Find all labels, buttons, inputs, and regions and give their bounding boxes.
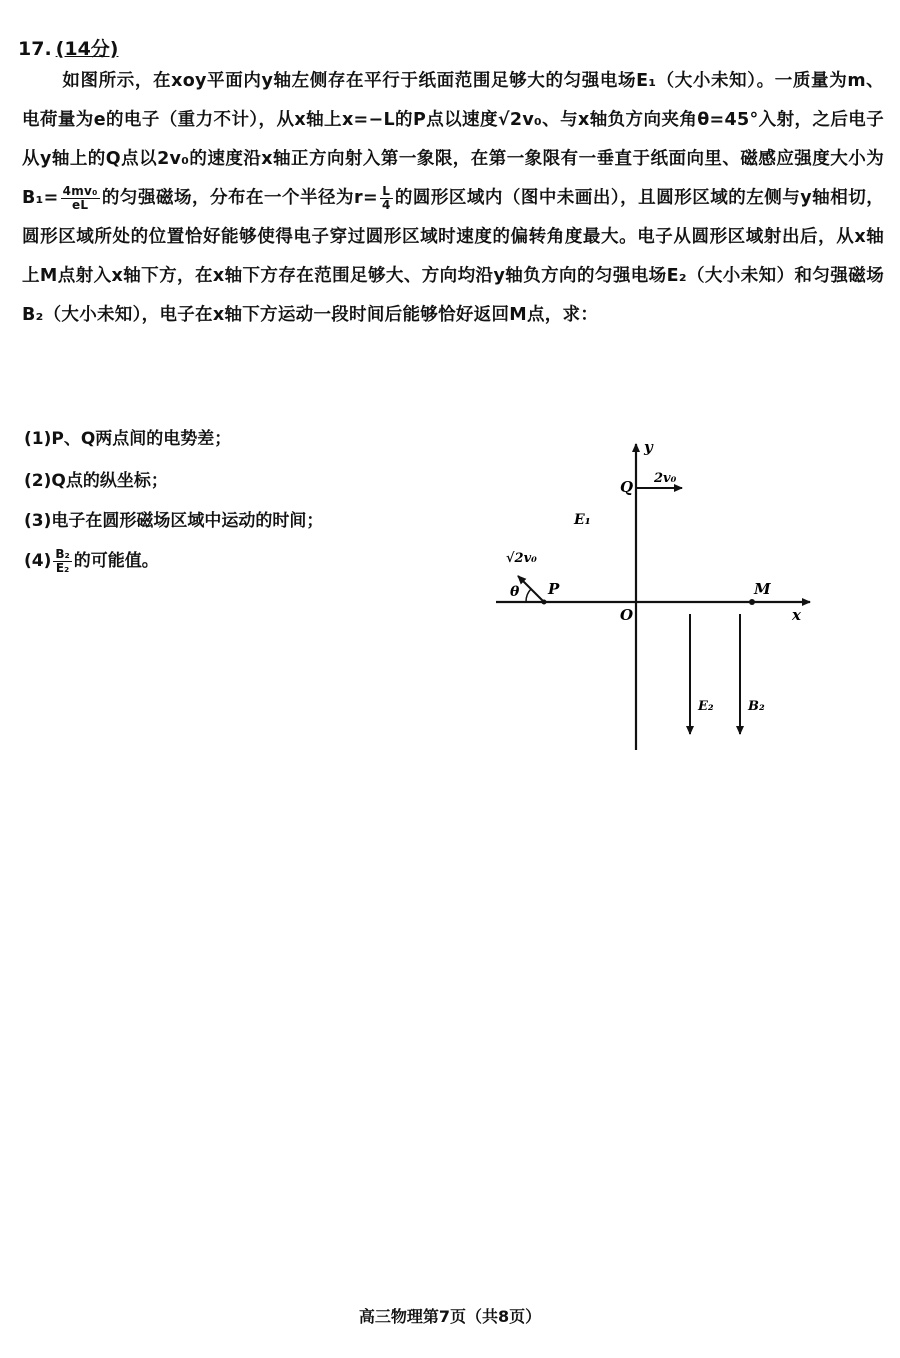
b1-fraction: [61, 185, 100, 212]
label-b2: B₂: [748, 699, 765, 714]
b2-numerator: B₂: [55, 546, 70, 561]
coordinate-figure: [488, 438, 828, 758]
b2-over-e2-fraction: [53, 548, 71, 575]
point-p: [542, 600, 547, 605]
question-text-part2: 的匀强磁场，分布在一个半径为r=: [101, 188, 378, 208]
question-text-part3: 的圆形区域内（图中未画出），且圆形区域的左侧与y轴相切，圆形区域所处的位置恰好能够使得电子穿过圆形区域时速度的偏转角度最大。电子从圆形区域射出后，从x轴上M点射入x轴下方，在x轴下方存在范围足够大、方向均沿y轴负方向的匀强电场E₂（大小未知）和匀强磁场B₂（大小未知），电子在x轴下方运动一段时间后能够恰好返回M点，求：: [22, 188, 885, 325]
label-q: Q: [620, 478, 634, 496]
b1-numerator: 4mv₀: [62, 183, 98, 198]
label-y: y: [644, 438, 653, 456]
question-number: 17.: [18, 38, 52, 60]
question-header: [18, 34, 118, 61]
label-velocity-p: √2v₀: [506, 551, 537, 566]
point-m: [749, 599, 755, 605]
sub-question-4-suffix: 的可能值。: [73, 551, 159, 571]
question-score: (14分): [55, 38, 119, 60]
label-x: x: [792, 606, 801, 624]
label-m: M: [754, 580, 771, 598]
sub-question-1: (1)P、Q两点间的电势差；: [24, 429, 232, 449]
radius-denominator: 4: [381, 197, 391, 212]
theta-arc: [526, 589, 531, 602]
label-theta: θ: [510, 584, 520, 600]
label-velocity-q: 2v₀: [654, 471, 677, 486]
question-body: [22, 62, 884, 335]
sub-question-4-prefix: (4): [24, 551, 52, 571]
radius-numerator: L: [380, 185, 393, 199]
label-e1: E₁: [574, 512, 591, 528]
sub-question-4: [24, 546, 159, 575]
label-e2: E₂: [698, 699, 714, 714]
radius-fraction: [380, 185, 393, 212]
b1-denominator: eL: [71, 197, 89, 212]
label-p: P: [548, 580, 560, 598]
label-origin: O: [620, 606, 634, 624]
figure-svg: [488, 438, 828, 758]
sub-question-2: (2)Q点的纵坐标；: [24, 471, 168, 491]
sub-question-3: (3)电子在圆形磁场区域中运动的时间；: [24, 511, 324, 531]
page-footer: 高三物理第7页（共8页）: [358, 1307, 542, 1326]
question-text-part1: 如图所示，在xoy平面内y轴左侧存在平行于纸面范围足够大的匀强电场E₁（大小未知）。一质量为m、电荷量为e的电子（重力不计），从x轴上x=−L的P点以速度√2v₀、与x轴负方向夹角θ=45°入射，之后电子从y轴上的Q点以2v₀的速度沿x轴正方向射入第一象限，在第一象限有一垂直于纸面向里、磁感应强度大小为B₁=: [22, 71, 884, 208]
e2-denominator: E₂: [55, 560, 70, 575]
